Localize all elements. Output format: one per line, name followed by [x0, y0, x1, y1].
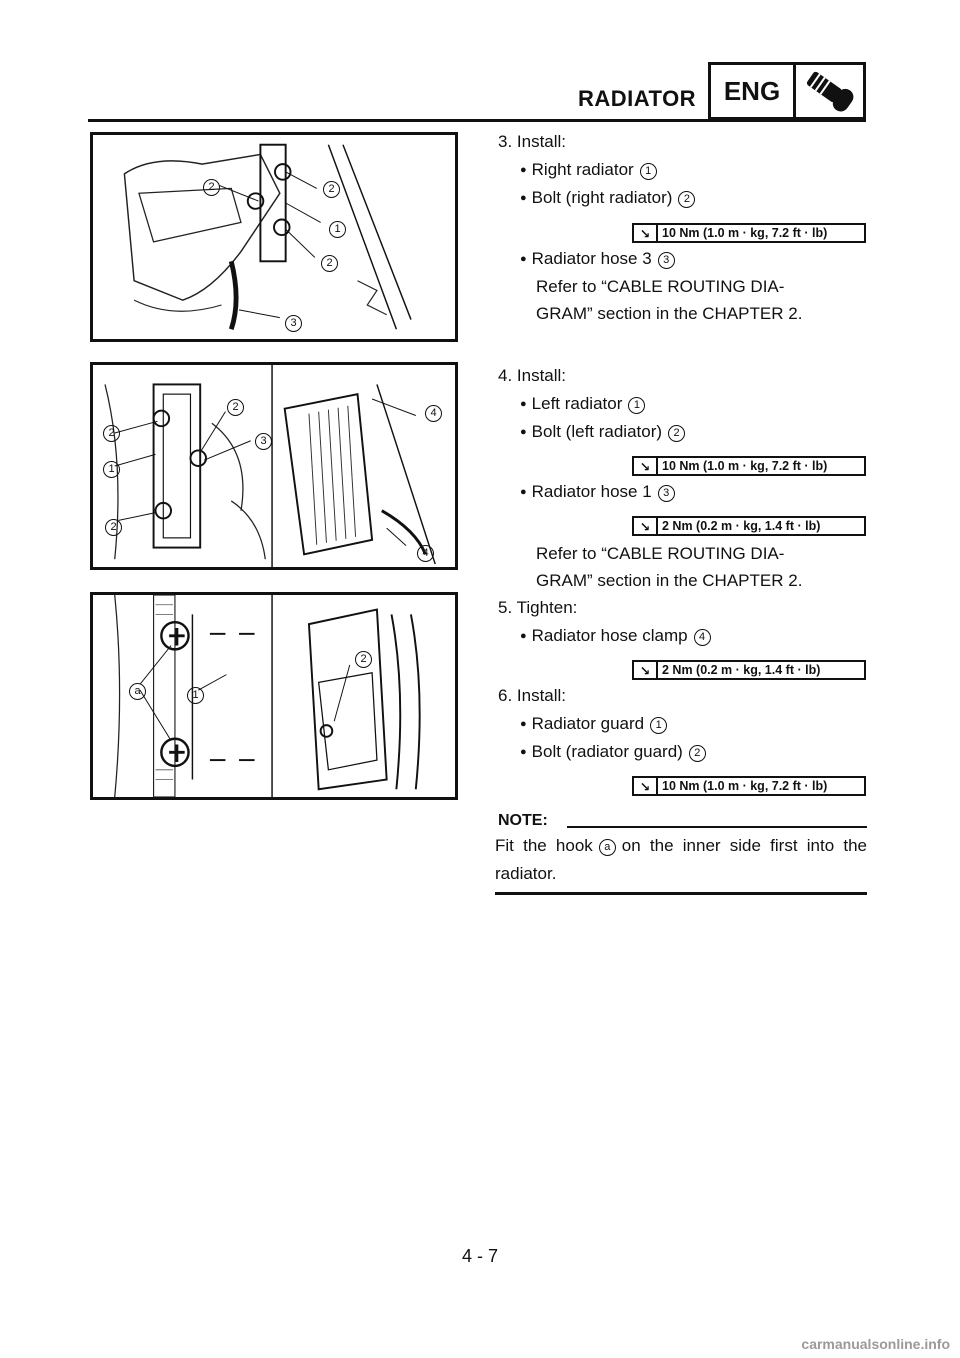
note-label: NOTE:	[498, 812, 548, 829]
hook-marker: a	[599, 839, 616, 856]
torque-wrench-icon: ↘	[634, 518, 658, 534]
header-rule	[88, 119, 866, 122]
step-3-label: 3. Install:	[498, 132, 567, 151]
figure-callout: 1	[103, 461, 120, 478]
note-rule-bottom	[495, 892, 867, 895]
figure-callout: a	[129, 683, 146, 700]
step-3-item-2: ● Bolt (right radiator) 2	[520, 188, 695, 209]
eng-badge	[708, 62, 866, 120]
step-6-item-1: ● Radiator guard 1	[520, 714, 667, 735]
figure-callout: 3	[255, 433, 272, 450]
step-3-item-3: ● Radiator hose 3 3	[520, 249, 675, 270]
figure-callout: 1	[187, 687, 204, 704]
figure-callout: 2	[355, 651, 372, 668]
torque-spec: ↘ 2 Nm (0.2 m · kg, 1.4 ft · lb)	[632, 660, 866, 680]
torque-spec: ↘ 10 Nm (1.0 m · kg, 7.2 ft · lb)	[632, 776, 866, 796]
note-text: Fit the hook a on the inner side first into the radiator.	[495, 836, 867, 883]
torque-spec: ↘ 10 Nm (1.0 m · kg, 7.2 ft · lb)	[632, 456, 866, 476]
figure-callout: 2	[321, 255, 338, 272]
torque-wrench-icon: ↘	[634, 458, 658, 474]
step-4-item-2: ● Bolt (left radiator) 2	[520, 422, 685, 443]
page-number: 4 - 7	[461, 1246, 499, 1266]
figure-radiator-guard	[90, 592, 458, 800]
section-title: RADIATOR	[578, 86, 697, 111]
figure-callout: 1	[329, 221, 346, 238]
eng-badge-label: ENG	[711, 65, 796, 117]
wrench-engine-icon	[796, 65, 863, 117]
step-5-label: 5. Tighten:	[498, 598, 578, 617]
step-4-note-2: GRAM” section in the CHAPTER 2.	[536, 571, 803, 590]
note-rule-top	[567, 826, 867, 828]
figure-callout: 4	[417, 545, 434, 562]
torque-spec: ↘ 10 Nm (1.0 m · kg, 7.2 ft · lb)	[632, 223, 866, 243]
torque-wrench-icon: ↘	[634, 225, 658, 241]
step-3-note-2: GRAM” section in the CHAPTER 2.	[536, 304, 803, 323]
step-6-label: 6. Install:	[498, 686, 567, 705]
figure-callout: 2	[103, 425, 120, 442]
torque-spec: ↘ 2 Nm (0.2 m · kg, 1.4 ft · lb)	[632, 516, 866, 536]
figure-right-radiator	[90, 132, 458, 342]
figure-callout: 2	[323, 181, 340, 198]
watermark: carmanualsonline.info	[801, 1336, 950, 1352]
figure-callout: 3	[285, 315, 302, 332]
figure-callout: 2	[203, 179, 220, 196]
step-5-item-1: ● Radiator hose clamp 4	[520, 626, 711, 647]
figure-callout: 4	[425, 405, 442, 422]
step-6-item-2: ● Bolt (radiator guard) 2	[520, 742, 706, 763]
torque-wrench-icon: ↘	[634, 778, 658, 794]
figure-callout: 2	[227, 399, 244, 416]
step-4-label: 4. Install:	[498, 366, 567, 385]
step-4-item-1: ● Left radiator 1	[520, 394, 645, 415]
step-3-item-1: ● Right radiator 1	[520, 160, 657, 181]
figure-callout: 2	[105, 519, 122, 536]
step-4-note-1: Refer to “CABLE ROUTING DIA-	[536, 544, 785, 563]
figure-left-radiator	[90, 362, 458, 570]
torque-wrench-icon: ↘	[634, 662, 658, 678]
step-3-note-1: Refer to “CABLE ROUTING DIA-	[536, 277, 785, 296]
step-4-item-3: ● Radiator hose 1 3	[520, 482, 675, 503]
